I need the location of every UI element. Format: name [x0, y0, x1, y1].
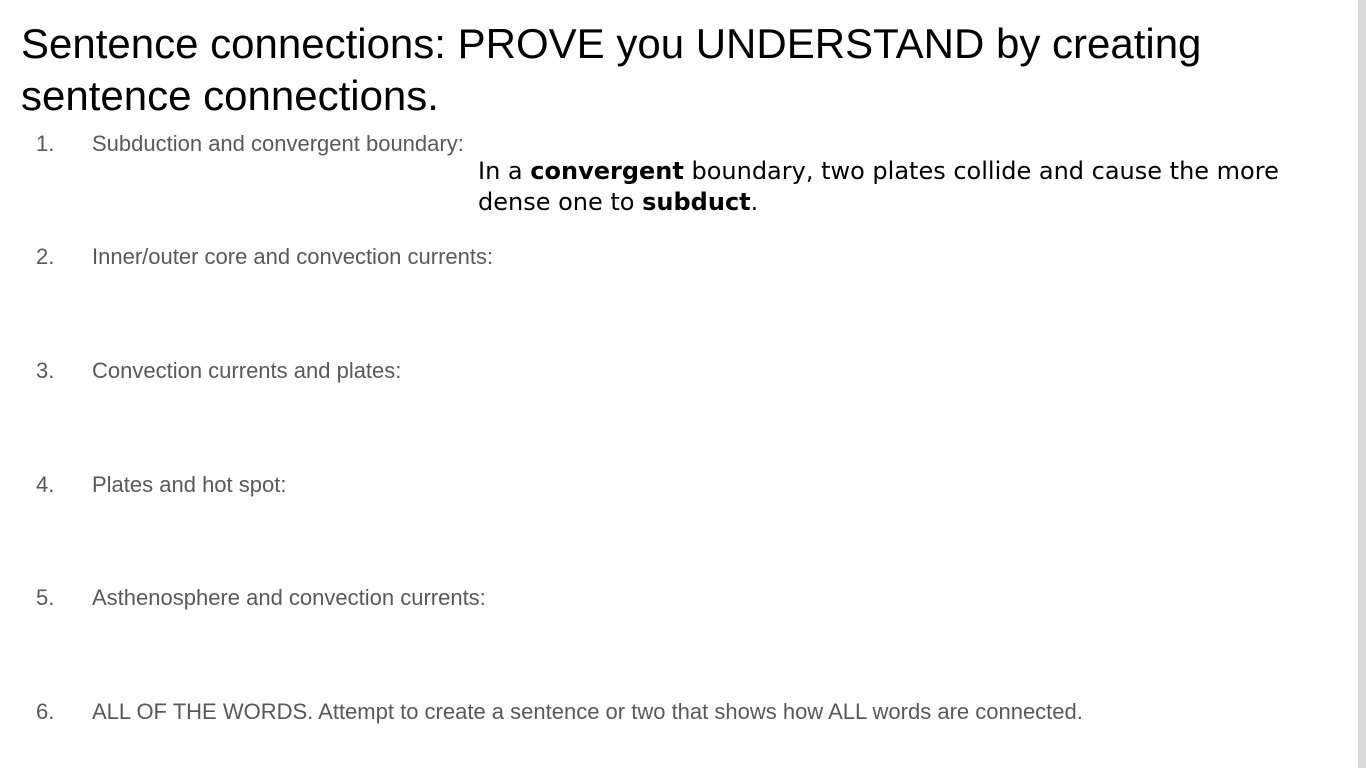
- item-number: 2.: [36, 244, 55, 269]
- slide-title: Sentence connections: PROVE you UNDERSTAND by creating sentence connections.: [21, 20, 1202, 119]
- item-label: Asthenosphere and convection currents:: [92, 585, 486, 610]
- item-label: Plates and hot spot:: [92, 472, 287, 497]
- item-label: Convection currents and plates:: [92, 358, 402, 383]
- answer-bold-term: subduct: [642, 188, 751, 216]
- slide-edge-divider: [1358, 0, 1366, 768]
- item-number: 3.: [36, 358, 55, 383]
- answer-text: In a: [478, 157, 531, 185]
- item-label: Inner/outer core and convection currents:: [92, 244, 494, 269]
- item-number: 4.: [36, 472, 55, 497]
- item-number: 6.: [36, 699, 55, 724]
- answer-text-box[interactable]: [478, 156, 1338, 218]
- item-number: 5.: [36, 585, 55, 610]
- answer-text: .: [750, 188, 759, 216]
- answer-text: boundary, two plates collide and cause the more dense one to: [478, 157, 1279, 216]
- item-label: ALL OF THE WORDS. Attempt to create a sentence or two that shows how ALL words are connected.: [92, 699, 1083, 724]
- item-label: Subduction and convergent boundary:: [92, 131, 464, 156]
- answer-bold-term: convergent: [530, 157, 684, 185]
- item-number: 1.: [36, 131, 55, 156]
